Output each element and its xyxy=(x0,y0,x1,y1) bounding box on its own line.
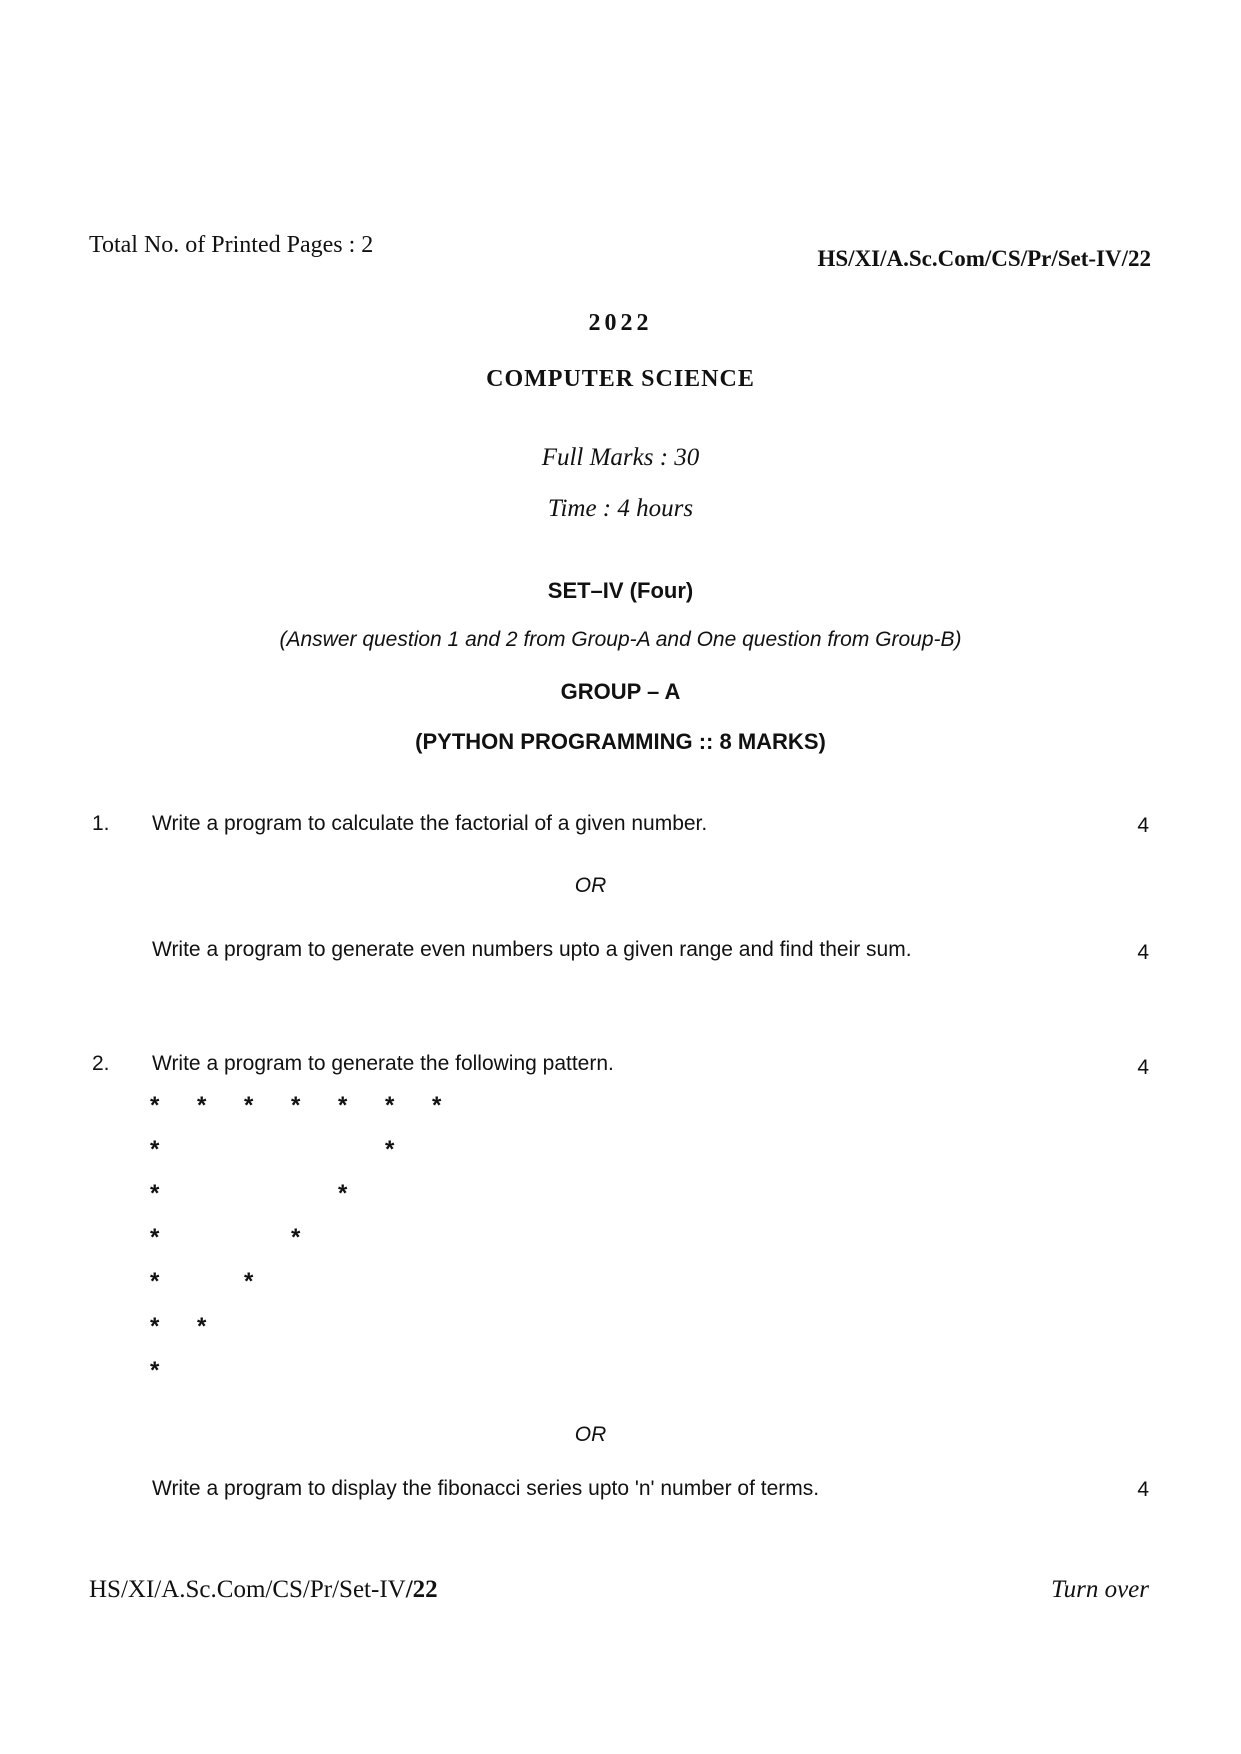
question-number: 2. xyxy=(92,1052,110,1075)
alternative-question-text: Write a program to display the fibonacci series upto 'n' number of terms. xyxy=(152,1477,820,1500)
pattern-star: * xyxy=(150,1180,160,1207)
or-separator: OR xyxy=(574,1423,607,1446)
alternative-question-marks: 4 xyxy=(1137,941,1149,964)
subject-title: COMPUTER SCIENCE xyxy=(486,366,755,392)
pattern-star: * xyxy=(338,1180,348,1207)
question-marks: 4 xyxy=(1137,814,1149,837)
question-text: Write a program to generate the following pattern. xyxy=(152,1052,614,1075)
pattern-star: * xyxy=(291,1092,301,1119)
paper-code-header: HS/XI/A.Sc.Com/CS/Pr/Set-IV/22 xyxy=(817,246,1151,271)
pattern-star: * xyxy=(150,1092,160,1119)
question-number: 1. xyxy=(92,812,110,835)
pattern-star: * xyxy=(150,1224,160,1251)
pattern-star: * xyxy=(197,1313,207,1340)
pattern-star: * xyxy=(150,1357,160,1384)
pattern-star: * xyxy=(197,1092,207,1119)
alternative-question-text: Write a program to generate even numbers upto a given range and find their sum. xyxy=(152,938,912,961)
time-allowed: Time : 4 hours xyxy=(547,495,694,522)
or-separator: OR xyxy=(574,874,607,897)
pattern-star: * xyxy=(385,1136,395,1163)
pattern-star: * xyxy=(244,1268,254,1295)
pattern-star: * xyxy=(291,1224,301,1251)
pattern-star: * xyxy=(150,1136,160,1163)
pattern-star: * xyxy=(385,1092,395,1119)
question-marks: 4 xyxy=(1137,1056,1149,1079)
group-heading: GROUP – A xyxy=(560,679,681,704)
alternative-question-marks: 4 xyxy=(1137,1478,1149,1501)
pattern-star: * xyxy=(338,1092,348,1119)
pattern-star: * xyxy=(432,1092,442,1119)
paper-code-footer-main: HS/XI/A.Sc.Com/CS/Pr/Set-IV xyxy=(89,1576,406,1603)
turn-over-note: Turn over xyxy=(1051,1576,1149,1603)
full-marks: Full Marks : 30 xyxy=(541,444,700,471)
pattern-star: * xyxy=(150,1313,160,1340)
group-subheading: (PYTHON PROGRAMMING :: 8 MARKS) xyxy=(415,729,826,754)
exam-year: 2022 xyxy=(588,310,653,336)
paper-code-footer-year: /22 xyxy=(405,1576,438,1603)
paper-code-footer xyxy=(89,1576,438,1604)
pattern-star: * xyxy=(150,1268,160,1295)
instruction: (Answer question 1 and 2 from Group-A and One question from Group-B) xyxy=(279,628,962,651)
question-text: Write a program to calculate the factorial of a given number. xyxy=(152,812,708,835)
set-label: SET–IV (Four) xyxy=(547,578,694,603)
printed-pages-note: Total No. of Printed Pages : 2 xyxy=(89,232,374,258)
pattern-star: * xyxy=(244,1092,254,1119)
